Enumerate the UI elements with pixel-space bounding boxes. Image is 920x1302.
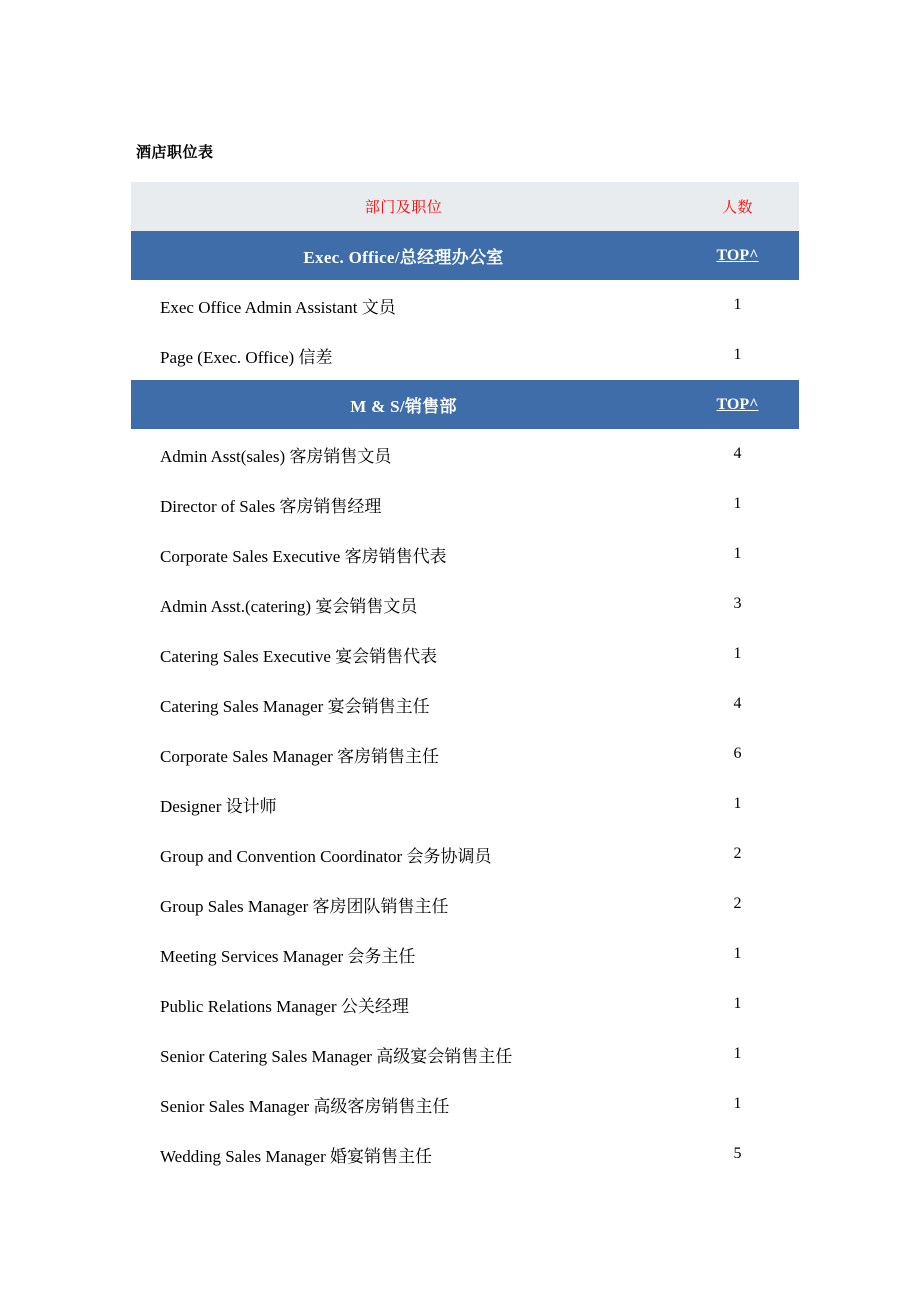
position-name: Group and Convention Coordinator 会务协调员 [131, 829, 676, 879]
header-cell-count [676, 182, 799, 231]
table-row [131, 429, 799, 479]
top-anchor-link[interactable]: TOP^ [716, 246, 759, 264]
table-row [131, 679, 799, 729]
section-cell-top-link[interactable] [676, 231, 799, 280]
table-row [131, 1129, 799, 1179]
table-row [131, 330, 799, 380]
position-count: 1 [676, 479, 799, 529]
table-row [131, 579, 799, 629]
position-name: Director of Sales 客房销售经理 [131, 479, 676, 529]
top-anchor-link[interactable]: TOP^ [716, 395, 759, 413]
position-count: 1 [676, 1079, 799, 1129]
position-name: Corporate Sales Executive 客房销售代表 [131, 529, 676, 579]
position-name: Admin Asst(sales) 客房销售文员 [131, 429, 676, 479]
position-count: 1 [676, 979, 799, 1029]
position-count: 1 [676, 629, 799, 679]
table-row [131, 1079, 799, 1129]
position-name: Group Sales Manager 客房团队销售主任 [131, 879, 676, 929]
section-cell-name [131, 231, 676, 280]
position-name: Senior Sales Manager 高级客房销售主任 [131, 1079, 676, 1129]
table-row [131, 729, 799, 779]
table-row [131, 629, 799, 679]
position-name: Page (Exec. Office) 信差 [131, 330, 676, 380]
table-header-row [131, 182, 799, 231]
position-count: 1 [676, 929, 799, 979]
table-row [131, 1029, 799, 1079]
table-row [131, 779, 799, 829]
position-count: 2 [676, 829, 799, 879]
section-row-exec-office [131, 231, 799, 280]
position-count: 4 [676, 679, 799, 729]
position-name: Corporate Sales Manager 客房销售主任 [131, 729, 676, 779]
position-name: Admin Asst.(catering) 宴会销售文员 [131, 579, 676, 629]
position-count: 5 [676, 1129, 799, 1179]
section-cell-top-link[interactable] [676, 380, 799, 429]
position-count: 2 [676, 879, 799, 929]
position-name: Meeting Services Manager 会务主任 [131, 929, 676, 979]
position-count: 4 [676, 429, 799, 479]
table-row [131, 829, 799, 879]
section-cell-name [131, 380, 676, 429]
header-label-department: 部门及职位 [364, 199, 443, 216]
position-count: 3 [676, 579, 799, 629]
table-row [131, 929, 799, 979]
position-count: 1 [676, 280, 799, 330]
page-title: 酒店职位表 [136, 144, 214, 161]
table-row [131, 879, 799, 929]
section-label: Exec. Office/总经理办公室 [303, 248, 504, 267]
position-count: 1 [676, 1029, 799, 1079]
position-name: Senior Catering Sales Manager 高级宴会销售主任 [131, 1029, 676, 1079]
position-count: 1 [676, 529, 799, 579]
table-row [131, 979, 799, 1029]
table-row [131, 529, 799, 579]
position-name: Designer 设计师 [131, 779, 676, 829]
position-count: 1 [676, 330, 799, 380]
header-label-count: 人数 [721, 199, 753, 216]
position-name: Wedding Sales Manager 婚宴销售主任 [131, 1129, 676, 1179]
section-row-marketing-sales [131, 380, 799, 429]
position-count: 6 [676, 729, 799, 779]
header-cell-department [131, 182, 676, 231]
table-row [131, 479, 799, 529]
position-name: Exec Office Admin Assistant 文员 [131, 280, 676, 330]
table-row [131, 280, 799, 330]
hotel-positions-table [131, 182, 799, 1179]
position-name: Catering Sales Executive 宴会销售代表 [131, 629, 676, 679]
position-name: Catering Sales Manager 宴会销售主任 [131, 679, 676, 729]
position-name: Public Relations Manager 公关经理 [131, 979, 676, 1029]
section-label: M & S/销售部 [350, 397, 457, 416]
position-count: 1 [676, 779, 799, 829]
